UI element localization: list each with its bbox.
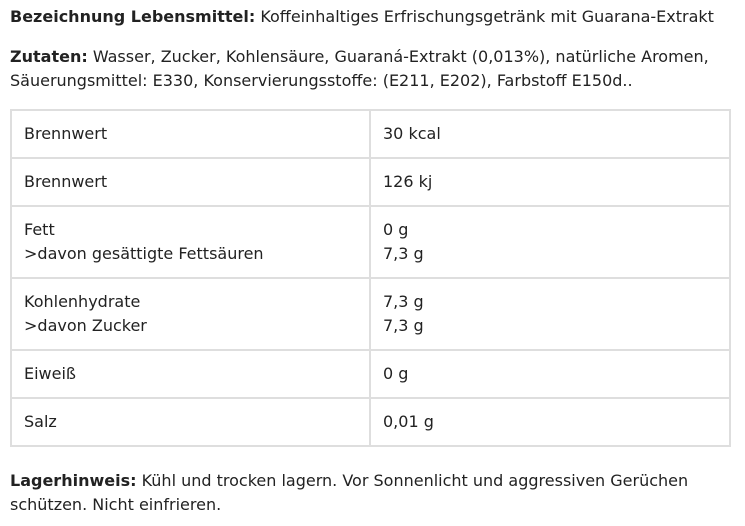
nutrient-value: 0 g [383,364,409,383]
nutrient-name: Eiweiß [24,364,77,383]
nutrient-value-cell [370,206,730,278]
nutrition-table [10,109,731,447]
table-row [11,350,730,398]
nutrient-subvalue: 7,3 g [383,244,424,263]
nutrient-subvalue: 7,3 g [383,316,424,335]
table-row [11,278,730,350]
nutrient-value: 0,01 g [383,412,434,431]
nutrient-value-cell [370,278,730,350]
table-row [11,158,730,206]
nutrient-name-cell [11,206,370,278]
nutrient-subname: >davon gesättigte Fettsäuren [24,244,264,263]
designation-label: Bezeichnung Lebensmittel: [10,7,256,26]
nutrient-subname: >davon Zucker [24,316,147,335]
designation-line [10,5,735,29]
nutrient-name-cell [11,398,370,446]
designation-value: Koffeinhaltiges Erfrischungsgetränk mit Guarana-Extrakt [260,7,714,26]
ingredients-value: Wasser, Zucker, Kohlensäure, Guaraná-Extrakt (0,013%), natürliche Aromen, Säuerungsmittel: E330, Konservierungsstoffe: (E211, E202), Farbstoff E150d.. [10,47,709,90]
nutrient-value-cell [370,110,730,158]
storage-label: Lagerhinweis: [10,471,137,490]
nutrient-value-cell [370,350,730,398]
nutrient-value-cell [370,398,730,446]
nutrient-name: Brennwert [24,172,108,191]
nutrient-value: 126 kj [383,172,433,191]
ingredients-line [10,45,710,93]
storage-line [10,469,735,517]
nutrient-name-cell [11,158,370,206]
nutrient-name: Fett [24,220,55,239]
nutrient-name-cell [11,110,370,158]
nutrient-name: Brennwert [24,124,108,143]
nutrient-value: 7,3 g [383,292,424,311]
table-row [11,110,730,158]
nutrient-value-cell [370,158,730,206]
table-row [11,398,730,446]
nutrient-name: Salz [24,412,57,431]
table-row [11,206,730,278]
nutrient-name: Kohlenhydrate [24,292,141,311]
nutrient-value: 0 g [383,220,409,239]
nutrient-value: 30 kcal [383,124,441,143]
nutrient-name-cell [11,350,370,398]
nutrient-name-cell [11,278,370,350]
ingredients-label: Zutaten: [10,47,88,66]
storage-value: Kühl und trocken lagern. Vor Sonnenlicht und aggressiven Gerüchen schützen. Nicht einfrieren. [10,471,689,514]
